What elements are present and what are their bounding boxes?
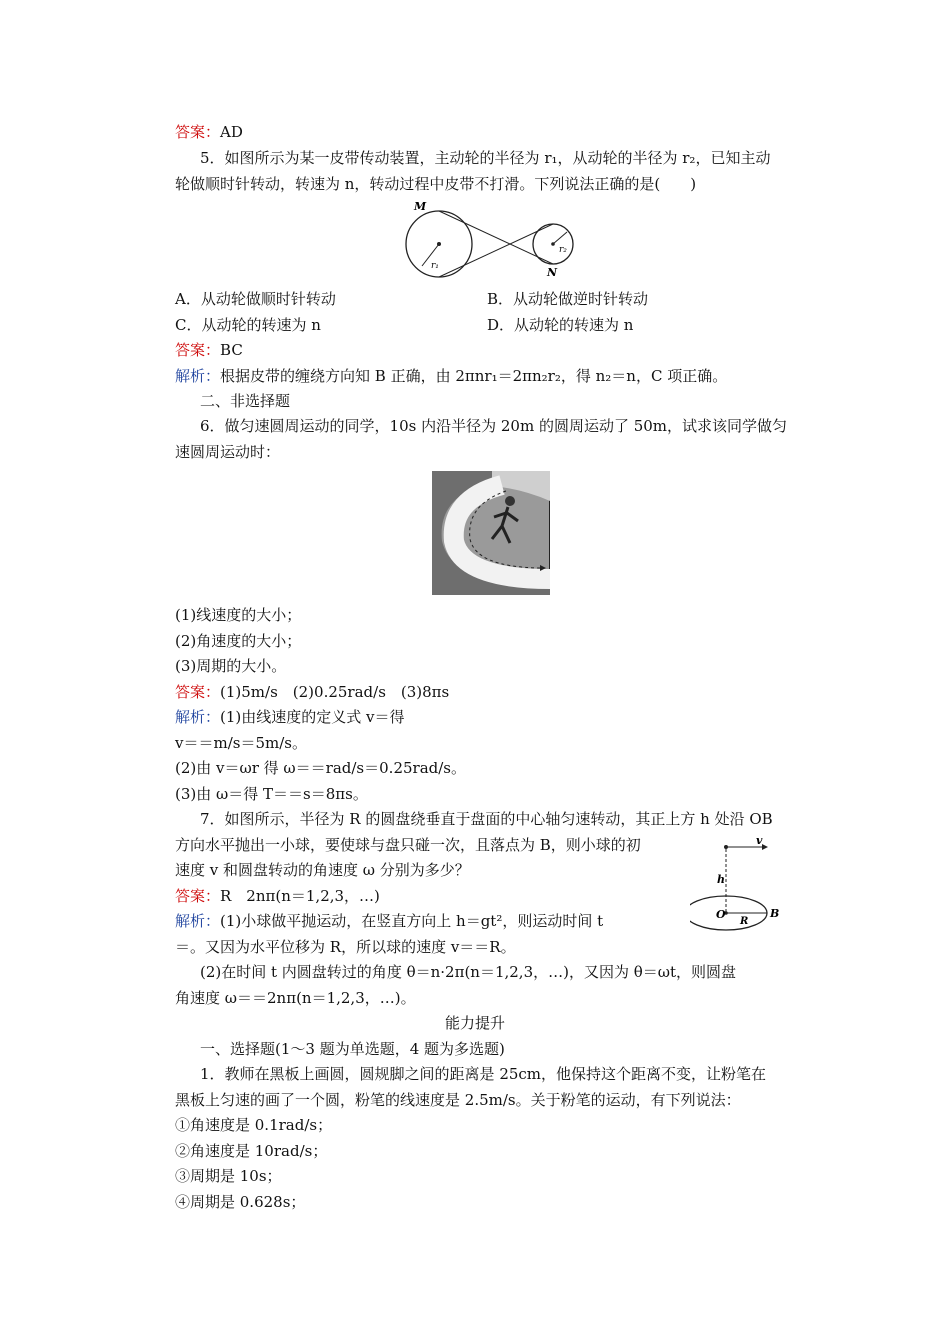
runner-figure [432,471,550,595]
section-heading: 二、非选择题 [200,392,291,410]
q5-answer [175,340,243,360]
q7-exp-line3: (2)在时间 t 内圆盘转过的角度 θ＝n·2π(n＝1,2,3，…)，又因为 θ＝ωt，则圆盘 [200,963,737,981]
q1-item3: ③周期是 10s； [175,1167,282,1185]
q1-line2: 黑板上匀速的画了一个圆，粉笔的线速度是 2.5m/s。关于粉笔的运动，有下列说法： [175,1091,741,1109]
q1-item1: ①角速度是 0.1rad/s； [175,1116,333,1134]
q6-sub3: (3)周期的大小。 [175,657,287,675]
q6-line2: 速圆周运动时： [175,443,281,461]
q7-answer [175,886,380,906]
answer-value: (1)5m/s (2)0.25rad/s (3)8πs [220,683,450,701]
radius-r2 [553,232,567,244]
q6-explanation [175,707,405,727]
explanation-text: (1)小球做平抛运动，在竖直方向上 h＝gt²，则运动时间 t [220,912,604,930]
answer-label: 答案： [175,887,221,905]
q5-line1: 5．如图所示为某一皮带传动装置，主动轮的半径为 r₁，从动轮的半径为 r₂，已知主动 [200,149,771,167]
label-v: v [756,835,763,847]
explanation-label: 解析： [175,912,221,930]
answer-label: 答案： [175,683,221,701]
explanation-label: 解析： [175,367,221,385]
q5-explanation [175,366,727,386]
q6-answer [175,682,449,702]
q5-option-a: A．从动轮做顺时针转动 [175,290,336,308]
answer-line [175,122,243,142]
q5-option-c: C．从动轮的转速为 n [175,316,321,334]
q6-exp-line2: v＝＝m/s＝5m/s。 [175,734,307,752]
label-h: h [717,873,725,886]
answer-label: 答案： [175,341,221,359]
answer-label: 答案： [175,123,221,141]
label-O: O [716,908,726,921]
q7-line2: 方向水平抛出一小球，要使球与盘只碰一次，且落点为 B，则小球的初 [175,836,641,854]
belt-pulley-figure [395,196,595,286]
q5-line2: 轮做顺时针转动，转速为 n，转动过程中皮带不打滑。下列说法正确的是( ) [175,175,697,193]
disk-figure [690,835,790,940]
belt-line [439,211,553,264]
label-r2: r₂ [559,245,567,255]
q5-option-d: D．从动轮的转速为 n [487,316,634,334]
ability-heading: 能力提升 [444,1014,505,1032]
center-dot [437,242,441,246]
section-heading: 一、选择题(1～3 题为单选题，4 题为多选题) [200,1040,505,1058]
q6-sub2: (2)角速度的大小； [175,632,302,650]
label-r1: r₁ [431,261,439,271]
belt-line [439,224,553,277]
q7-exp-line2: ＝。又因为水平位移为 R，所以球的速度 v＝＝R。 [175,938,516,956]
q6-exp-line3: (2)由 v＝ωr 得 ω＝＝rad/s＝0.25rad/s。 [175,759,466,777]
q5-option-b: B．从动轮做逆时针转动 [487,290,649,308]
explanation-label: 解析： [175,708,221,726]
label-R: R [740,916,749,927]
q7-explanation [175,911,603,931]
answer-value: AD [220,123,243,141]
answer-value: R 2nπ(n＝1,2,3，…) [220,887,380,905]
q6-exp-line4: (3)由 ω＝得 T＝＝s＝8πs。 [175,785,368,803]
q1-item2: ②角速度是 10rad/s； [175,1142,328,1160]
label-N: N [547,266,558,279]
q1-line1: 1．教师在黑板上画圆，圆规脚之间的距离是 25cm，他保持这个距离不变，让粉笔在 [200,1065,767,1083]
explanation-text: 根据皮带的缠绕方向知 B 正确，由 2πnr₁＝2πn₂r₂，得 n₂＝n，C 项正确。 [220,367,728,385]
center-dot [551,242,555,246]
label-B: B [770,907,780,920]
q1-item4: ④周期是 0.628s； [175,1193,306,1211]
label-M: M [414,200,427,213]
q7-line3: 速度 v 和圆盘转动的角速度 ω 分别为多少？ [175,861,470,879]
explanation-text: (1)由线速度的定义式 v＝得 [220,708,405,726]
q7-line1: 7．如图所示，半径为 R 的圆盘绕垂直于盘面的中心轴匀速转动，其正上方 h 处沿 OB [200,810,773,828]
q6-line1: 6．做匀速圆周运动的同学，10s 内沿半径为 20m 的圆周运动了 50m，试求该同学做匀 [200,417,788,435]
q7-exp-line4: 角速度 ω＝＝2nπ(n＝1,2,3，…)。 [175,989,416,1007]
q6-sub1: (1)线速度的大小； [175,606,302,624]
answer-value: BC [220,341,243,359]
